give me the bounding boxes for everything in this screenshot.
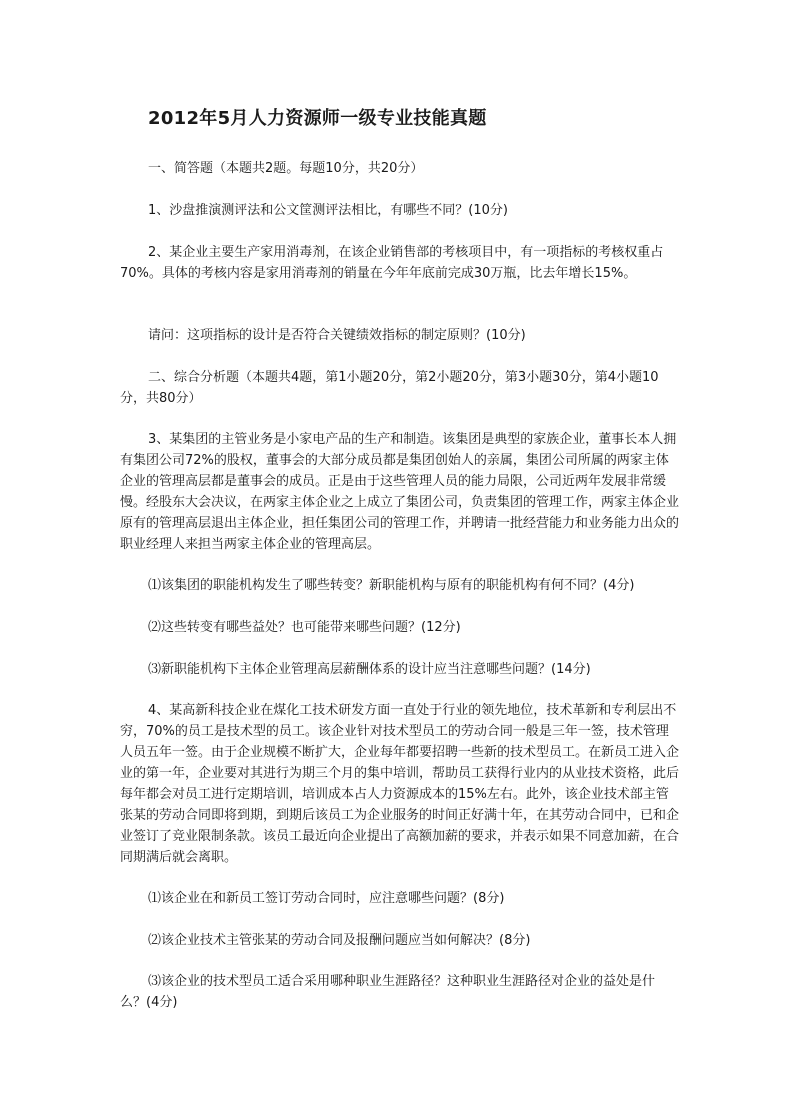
question-4-part-2: ⑵该企业技术主管张某的劳动合同及报酬问题应当如何解决？(8分) xyxy=(148,933,531,948)
question-2-ask: 请问：这项指标的设计是否符合关键绩效指标的制定原则？(10分) xyxy=(148,328,526,343)
section1-heading: 一、简答题（本题共2题。每题10分，共20分） xyxy=(148,161,424,176)
section2-heading: 二、综合分析题（本题共4题，第1小题20分，第2小题20分，第3小题30分，第4小题10分，共80分） xyxy=(120,370,659,406)
question-3-part-1: ⑴该集团的职能机构发生了哪些转变？新职能机构与原有的职能机构有何不同？(4分) xyxy=(148,578,635,593)
question-1: 1、沙盘推演测评法和公文筐测评法相比，有哪些不同？(10分) xyxy=(148,203,508,218)
question-4: 4、某高新科技企业在煤化工技术研发方面一直处于行业的领先地位，技术革新和专利层出不穷，70%的员工是技术型的员工。该企业针对技术型员工的劳动合同一般是三年一签，技术管理人员五年一签。由于企业规模不断扩大，企业每年都要招聘一些新的技术型员工。在新员工进入企业的第一年，企业要对其进行为期三个月的集中培训，帮助员工获得行业内的从业技术资格，此后每年都会对员工进行定期培训，培训成本占人力资源成本的15%左右。此外，该企业技术部主管张某的劳动合同即将到期，到期后该员工为企业服务的时间正好满十年，在其劳动合同中，已和企业签订了竞业限制条款。该员工最近向企业提出了高额加薪的要求，并表示如果不同意加薪，在合同期满后就会离职。 xyxy=(120,703,680,865)
question-4-part-3: ⑶该企业的技术型员工适合采用哪种职业生涯路径？这种职业生涯路径对企业的益处是什么？(4分) xyxy=(120,974,656,1010)
question-2: 2、某企业主要生产家用消毒剂，在该企业销售部的考核项目中，有一项指标的考核权重占70%。具体的考核内容是家用消毒剂的销量在今年年底前完成30万瓶，比去年增长15%。 xyxy=(120,245,664,281)
document-title: 2012年5月人力资源师一级专业技能真题 xyxy=(148,108,487,129)
question-3-part-2: ⑵这些转变有哪些益处？也可能带来哪些问题？(12分) xyxy=(148,620,461,635)
question-3: 3、某集团的主管业务是小家电产品的生产和制造。该集团是典型的家族企业，董事长本人拥有集团公司72%的股权，董事会的大部分成员都是集团创始人的亲属，集团公司所属的两家主体企业的管理高层都是董事会的成员。正是由于这些管理人员的能力局限，公司近两年发展非常缓慢。经股东大会决议，在两家主体企业之上成立了集团公司，负责集团的管理工作，两家主体企业原有的管理高层退出主体企业，担任集团公司的管理工作，并聘请一批经营能力和业务能力出众的职业经理人来担当两家主体企业的管理高层。 xyxy=(120,432,680,552)
question-3-part-3: ⑶新职能机构下主体企业管理高层薪酬体系的设计应当注意哪些问题？(14分) xyxy=(148,662,591,677)
question-4-part-1: ⑴该企业在和新员工签订劳动合同时，应注意哪些问题？(8分) xyxy=(148,891,505,906)
